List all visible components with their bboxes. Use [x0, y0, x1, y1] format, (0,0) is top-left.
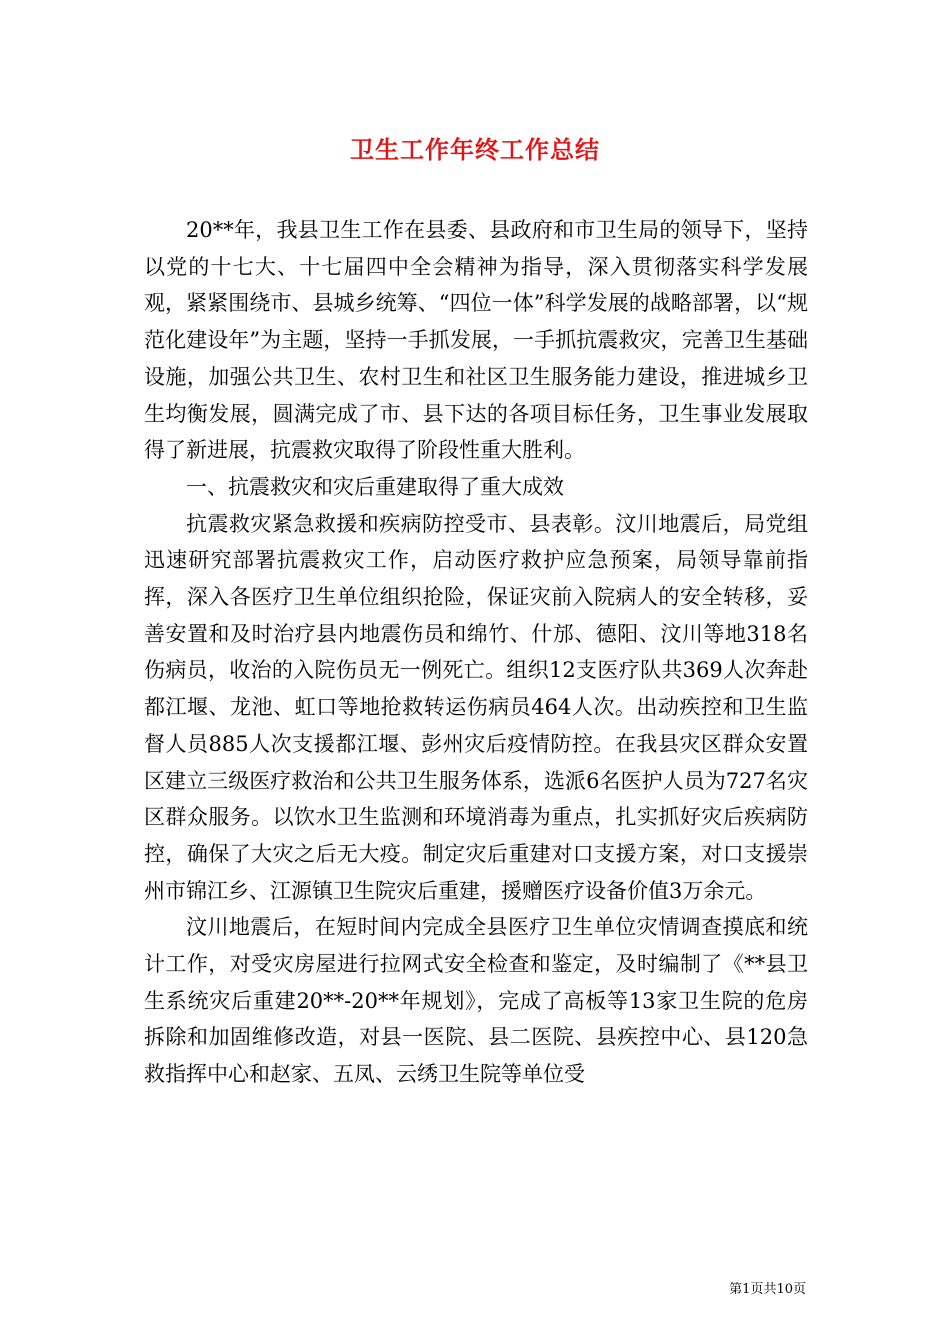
body-paragraph: 抗震救灾紧急救援和疾病防控受市、县表彰。汶川地震后，局党组迅速研究部署抗震救灾工作，启动医疗救护应急预案，局领导靠前指挥，深入各医疗卫生单位组织抢险，保证灾前入院病人的安全转移，妥善安置和及时治疗县内地震伤员和绵竹、什邡、德阳、汶川等地318名伤病员，收治的入院伤员无一例死亡。组织12支医疗队共369人次奔赴都江堰、龙池、虹口等地抢救转运伤病员464人次。出动疾控和卫生监督人员885人次支援都江堰、彭州灾后疫情防控。在我县灾区群众安置区建立三级医疗救治和公共卫生服务体系，选派6名医护人员为727名灾区群众服务。以饮水卫生监测和环境消毒为重点，扎实抓好灾后疾病防控，确保了大灾之后无大疫。制定灾后重建对口支援方案，对口支援崇州市锦江乡、江源镇卫生院灾后重建，援赠医疗设备价值3万余元。: [144, 511, 808, 903]
body-paragraph: 汶川地震后，在短时间内完成全县医疗卫生单位灾情调查摸底和统计工作，对受灾房屋进行拉网式安全检查和鉴定，及时编制了《**县卫生系统灾后重建20**-20**年规划》，完成了高板等13家卫生院的危房拆除和加固维修改造，对县一医院、县二医院、县疾控中心、县120急救指挥中心和赵家、五凤、云绣卫生院等单位受: [144, 915, 808, 1087]
page-title: 卫生工作年终工作总结: [350, 135, 600, 164]
intro-paragraph: 20**年，我县卫生工作在县委、县政府和市卫生局的领导下，坚持以党的十七大、十七届四中全会精神为指导，深入贯彻落实科学发展观，紧紧围绕市、县城乡统筹、“四位一体”科学发展的战略部署，以“规范化建设年”为主题，坚持一手抓发展，一手抓抗震救灾，完善卫生基础设施，加强公共卫生、农村卫生和社区卫生服务能力建设，推进城乡卫生均衡发展，圆满完成了市、县下达的各项目标任务，卫生事业发展取得了新进展，抗震救灾取得了阶段性重大胜利。: [144, 218, 808, 463]
document-body: [144, 212, 808, 1093]
section-heading: 一、抗震救灾和灾后重建取得了重大成效: [186, 474, 564, 499]
page-number: 第1页共10页: [729, 1282, 806, 1297]
